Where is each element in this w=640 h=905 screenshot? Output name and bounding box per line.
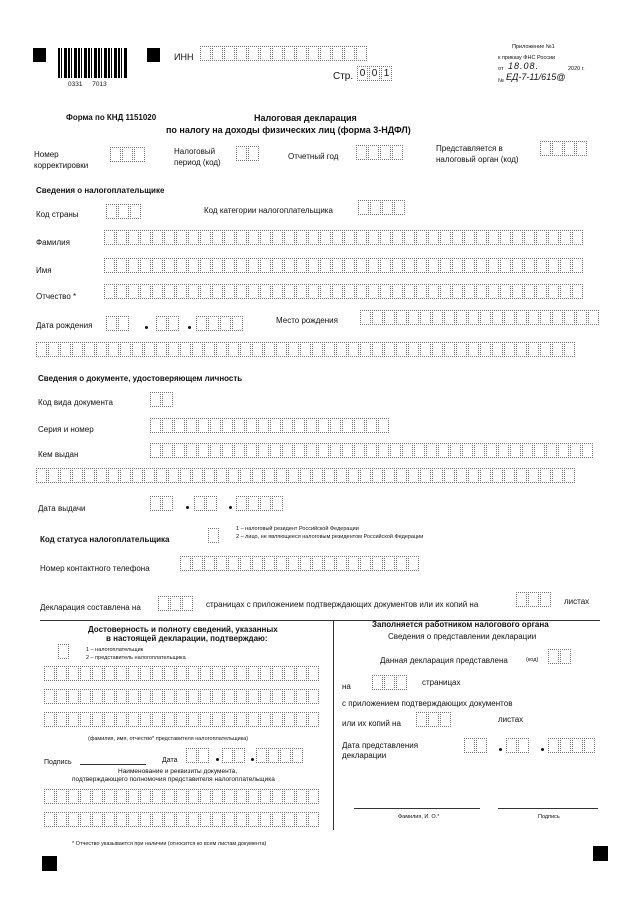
page-digit: 0 [369, 66, 380, 81]
sign-line [80, 764, 146, 765]
corner-marker-top-left [33, 48, 46, 62]
representative-fio-line1[interactable] [44, 666, 320, 681]
submission-date-day[interactable] [464, 738, 488, 753]
status-option-2: 2 – лицо, не являющееся налоговым резидентом Российской Федерации [236, 534, 424, 540]
pages-count-field[interactable] [158, 596, 194, 611]
page-digit: 0 [357, 66, 368, 81]
sign-label: Подпись [44, 759, 72, 766]
sign-date-month[interactable] [222, 748, 246, 763]
birthdate-year[interactable] [196, 316, 244, 331]
date-separator [499, 748, 502, 751]
category-field[interactable] [358, 200, 406, 215]
appendix-line1: Приложение №1 [512, 44, 555, 50]
signer-type-field[interactable] [58, 644, 70, 659]
authority-doc-line2[interactable] [44, 812, 320, 827]
status-field[interactable] [208, 528, 220, 543]
document-section-title: Сведения о документе, удостоверяющем личность [38, 374, 243, 383]
appendix-date: 18.08. [508, 61, 540, 71]
form-subtitle: по налогу на доходы физических лиц (форма 3-НДФЛ) [166, 125, 411, 135]
barcode-image [58, 48, 128, 78]
inn-label: ИНН [174, 52, 194, 62]
signer-option-2: 2 – представитель налогоплательщика [86, 655, 186, 661]
doc-caption-2: подтверждающего полномочия представителя налогоплательщика [72, 776, 275, 783]
left-box-title-1: Достоверность и полноту сведений, указанных [88, 625, 278, 634]
with-docs-label: с приложением подтверждающих документов [342, 699, 513, 708]
pages-middle: страницах с приложением подтверждающих документов или их копий на [206, 600, 479, 609]
representative-fio-line3[interactable] [44, 712, 320, 727]
issue-date-label: Дата выдачи [38, 504, 86, 513]
sign-date-day[interactable] [186, 748, 210, 763]
officer-fio-line [354, 808, 480, 809]
on-label: на [342, 682, 351, 691]
right-box-subtitle: Сведения о представлении декларации [388, 632, 537, 641]
date-separator [188, 326, 191, 329]
barcode-number: 0331 7013 [68, 81, 107, 88]
corner-marker-bottom-right [593, 846, 608, 861]
copies-count-field[interactable] [416, 712, 452, 727]
submitted-pages-field[interactable] [372, 675, 408, 690]
submitted-code-label: (код) [526, 657, 539, 663]
officer-fio-caption: Фамилия, И. О.* [398, 814, 440, 820]
correction-field[interactable] [110, 147, 146, 162]
boxes-divider [333, 620, 334, 830]
doc-type-field[interactable] [150, 392, 174, 407]
left-box-title-2: в настоящей декларации, подтверждаю: [106, 634, 268, 643]
status-label: Код статуса налогоплательщика [40, 535, 170, 544]
issued-by-field-line2[interactable] [36, 468, 576, 483]
officer-sign-caption: Подпись [538, 814, 560, 820]
corner-marker-bottom-left [42, 856, 57, 871]
date-separator [186, 506, 189, 509]
appendix-year: 2020 г. [568, 66, 585, 72]
name-field[interactable] [104, 258, 584, 273]
page-label: Стр. [333, 71, 354, 82]
submission-date-label-2: декларации [342, 751, 387, 760]
appendix-line2: к приказу ФНС России [498, 55, 556, 61]
submission-date-month[interactable] [506, 738, 530, 753]
page-digit: 1 [381, 66, 392, 81]
fio-caption: (фамилия, имя, отчество* представителя налогоплательщика) [88, 736, 249, 742]
country-label: Код страны [36, 210, 79, 219]
appendix-no-label: № [498, 78, 504, 84]
date-label: Дата [162, 757, 178, 764]
signer-option-1: 1 – налогоплательщик [86, 647, 144, 653]
submission-code-field[interactable] [548, 649, 572, 664]
appendix-no: ЕД-7-11/615@ [506, 72, 566, 82]
patronymic-field[interactable] [104, 284, 584, 299]
representative-fio-line2[interactable] [44, 689, 320, 704]
doc-type-label: Код вида документа [38, 398, 113, 407]
authority-doc-line1[interactable] [44, 789, 320, 804]
year-field[interactable] [356, 145, 404, 160]
inn-field[interactable] [200, 46, 368, 61]
knd-code: Форма по КНД 1151020 [66, 113, 157, 122]
submitted-label: Данная декларация представлена [380, 656, 508, 665]
issued-by-field[interactable] [150, 443, 594, 458]
year-label: Отчетный год [288, 152, 339, 161]
correction-label: Номер корректировки [34, 150, 89, 170]
category-label: Код категории налогоплательщика [204, 206, 333, 215]
date-separator [229, 506, 232, 509]
birthplace-field-line2[interactable] [36, 342, 576, 357]
phone-label: Номер контактного телефона [40, 564, 150, 573]
birthdate-day[interactable] [106, 316, 130, 331]
patronymic-label: Отчество * [36, 292, 77, 301]
authority-field[interactable] [540, 141, 588, 156]
issue-date-month[interactable] [194, 496, 218, 511]
issue-date-day[interactable] [150, 496, 174, 511]
status-option-1: 1 – налоговый резидент Российской Федерации [236, 526, 359, 532]
period-field[interactable] [236, 146, 260, 161]
birthplace-field[interactable] [360, 310, 600, 325]
period-label: Налоговый период (код) [174, 147, 221, 167]
issue-date-year[interactable] [236, 496, 284, 511]
appendix-from: от [498, 66, 504, 72]
date-separator [251, 758, 254, 761]
date-separator [145, 326, 148, 329]
sign-date-year[interactable] [256, 748, 304, 763]
sheets-label: листах [498, 715, 524, 724]
birthdate-month[interactable] [156, 316, 180, 331]
form-title: Налоговая декларация [254, 113, 357, 123]
surname-field[interactable] [104, 230, 584, 245]
taxpayer-section-title: Сведения о налогоплательщике [36, 186, 165, 195]
surname-label: Фамилия [36, 238, 70, 247]
attachments-count-field[interactable] [516, 592, 552, 607]
submission-date-year[interactable] [548, 738, 596, 753]
officer-sign-line [498, 808, 598, 809]
country-field[interactable] [106, 204, 142, 219]
corner-marker-top-middle [147, 48, 160, 62]
pages-word: страницах [422, 678, 461, 687]
series-label: Серия и номер [38, 425, 94, 434]
footnote: * Отчество указывается при наличии (относится ко всем листам документа) [72, 841, 267, 847]
date-separator [541, 748, 544, 751]
copies-label: или их копий на [342, 719, 401, 728]
date-separator [216, 758, 219, 761]
birthdate-label: Дата рождения [36, 321, 93, 330]
pages-suffix: листах [564, 597, 590, 606]
phone-field[interactable] [180, 556, 420, 571]
pages-prefix: Декларация составлена на [40, 603, 141, 612]
series-field[interactable] [150, 418, 390, 433]
issued-by-label: Кем выдан [38, 450, 79, 459]
submission-date-label-1: Дата представления [342, 741, 419, 750]
page-number-field [357, 66, 393, 81]
right-box-title: Заполняется работником налогового органа [372, 620, 549, 629]
name-label: Имя [36, 266, 52, 275]
birthplace-label: Место рождения [276, 316, 338, 325]
doc-caption-1: Наименование и реквизиты документа, [118, 768, 238, 775]
authority-label: Представляется в налоговый орган (код) [436, 144, 519, 164]
